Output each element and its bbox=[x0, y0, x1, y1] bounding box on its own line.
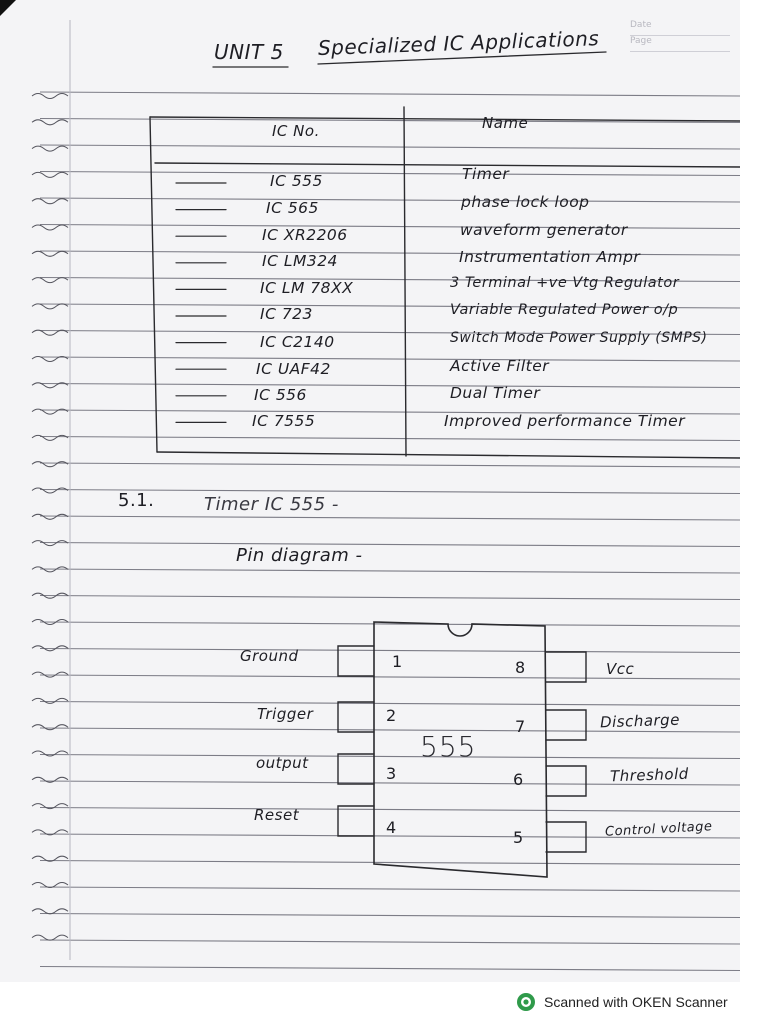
oken-scanner-logo-icon bbox=[516, 992, 536, 1012]
pin-5-label: Control voltage bbox=[604, 819, 713, 840]
ic-number-cell: IC 7555 bbox=[252, 412, 316, 430]
pin-8-label: Vcc bbox=[606, 660, 635, 678]
pin-8-number: 8 bbox=[515, 658, 526, 677]
ic-name-cell: 3 Terminal +ve Vtg Regulator bbox=[450, 275, 680, 291]
section-subheading: Pin diagram - bbox=[236, 545, 363, 566]
pin-4-number: 4 bbox=[386, 818, 397, 837]
section-number: 5.1. bbox=[118, 490, 155, 511]
ic-name-cell: phase lock loop bbox=[461, 193, 590, 211]
pin-6-number: 6 bbox=[513, 770, 524, 789]
ic-name-cell: Dual Timer bbox=[450, 384, 541, 402]
scanner-watermark bbox=[516, 992, 728, 1012]
ic-number-cell: IC C2140 bbox=[260, 333, 335, 351]
ic-name-cell: Variable Regulated Power o/p bbox=[450, 302, 679, 318]
stamp-page: Page bbox=[630, 36, 730, 52]
pin-2-label: Trigger bbox=[257, 705, 314, 723]
pin-7-label: Discharge bbox=[599, 710, 681, 732]
stamp-date: Date bbox=[630, 20, 730, 36]
ic-number-cell: IC 723 bbox=[260, 305, 313, 323]
ic-name-cell: Active Filter bbox=[450, 357, 550, 375]
header-ic-no: IC No. bbox=[272, 122, 320, 140]
pin-1-number: 1 bbox=[392, 652, 403, 671]
ic-number-cell: IC LM 78XX bbox=[260, 279, 354, 297]
unit-subject: Specialized IC Applications bbox=[317, 26, 600, 60]
ic-number-cell: IC 555 bbox=[270, 172, 323, 190]
pin-6-label: Threshold bbox=[609, 764, 690, 786]
pin-2-number: 2 bbox=[386, 706, 397, 725]
margin-hatch bbox=[30, 90, 70, 950]
ic-name-cell: Improved performance Timer bbox=[444, 412, 686, 430]
ic-name-cell: Instrumentation Ampr bbox=[459, 248, 641, 266]
pin-4-label: Reset bbox=[254, 806, 300, 824]
ic-number-cell: IC LM324 bbox=[262, 252, 338, 270]
ic-name-cell: waveform generator bbox=[460, 221, 628, 239]
ic-number-cell: IC UAF42 bbox=[256, 360, 331, 378]
ic-number-cell: IC XR2206 bbox=[262, 226, 348, 244]
pin-3-number: 3 bbox=[386, 764, 397, 783]
pin-3-label: output bbox=[256, 754, 309, 772]
section-heading: Timer IC 555 - bbox=[204, 494, 339, 515]
pin-5-number: 5 bbox=[513, 828, 524, 847]
ic-name-cell: Timer bbox=[462, 165, 510, 183]
row-dashes bbox=[176, 183, 226, 422]
ic-number-cell: IC 565 bbox=[266, 199, 319, 217]
unit-title: UNIT 5 bbox=[214, 40, 284, 64]
header-name: Name bbox=[482, 114, 529, 132]
pin-7-number: 7 bbox=[515, 717, 526, 736]
chip-label: 555 bbox=[420, 730, 477, 763]
ic-number-cell: IC 556 bbox=[254, 386, 307, 404]
scanner-watermark-text: Scanned with OKEN Scanner bbox=[544, 994, 728, 1010]
pin-1-label: Ground bbox=[240, 647, 299, 665]
date-page-stamp bbox=[630, 20, 730, 60]
ic-name-cell: Switch Mode Power Supply (SMPS) bbox=[450, 330, 708, 346]
